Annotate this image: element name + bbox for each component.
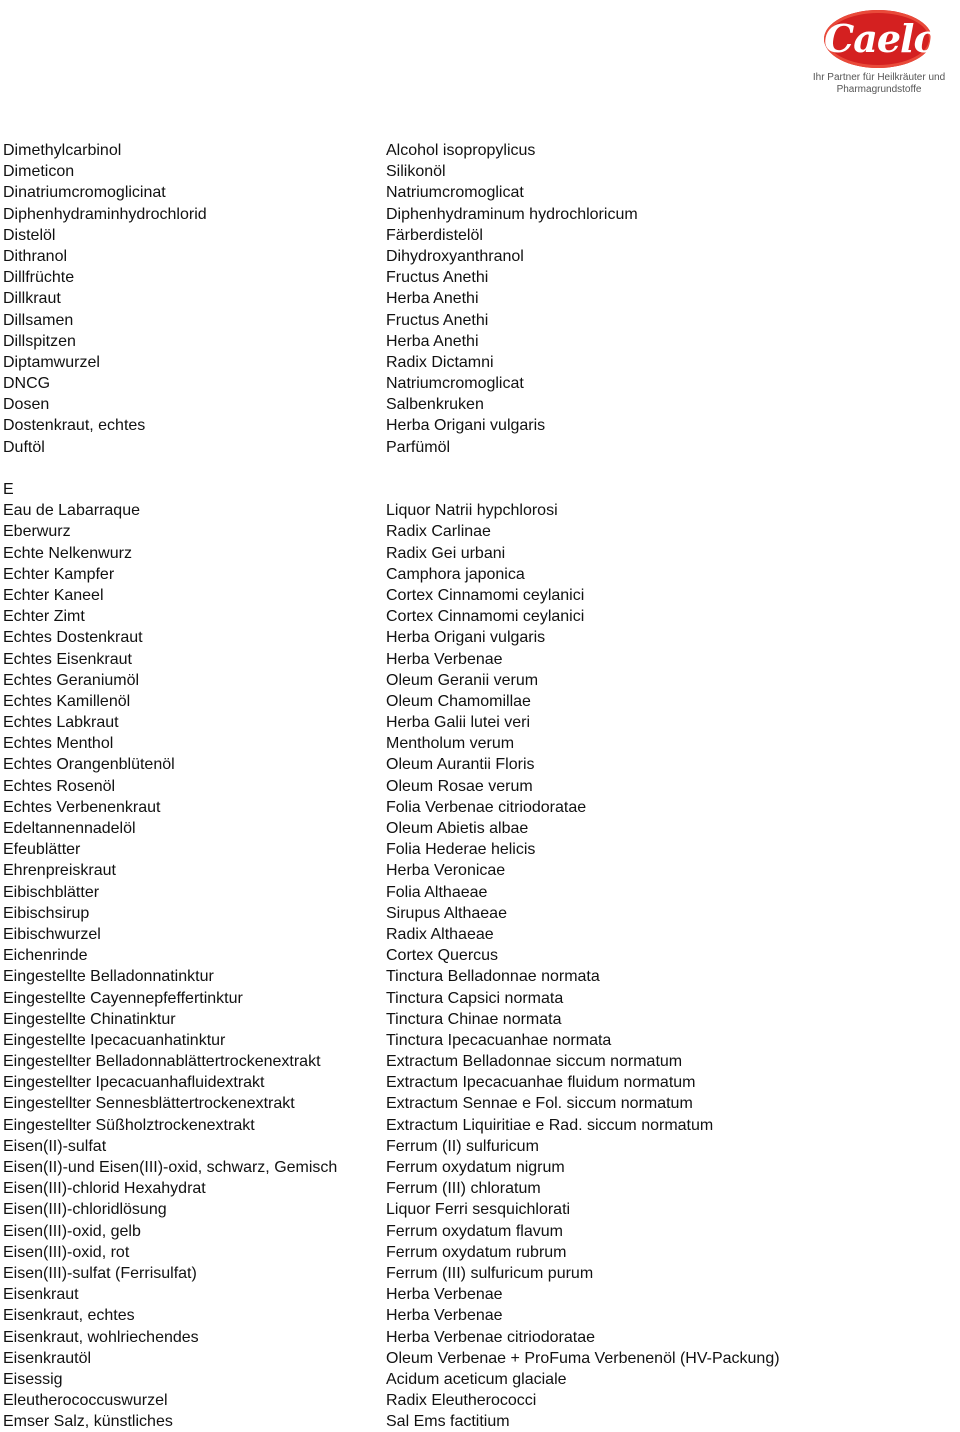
latin-term: Tinctura Capsici normata [386,989,564,1007]
glossary-row [0,140,960,161]
latin-term: Herba Verbenae [386,1286,503,1304]
glossary-row [0,225,960,246]
glossary-row [0,776,960,797]
glossary-row [0,712,960,733]
glossary-row [0,585,960,606]
latin-term: Herba Origani vulgaris [386,417,546,435]
latin-term: Herba Anethi [386,332,479,350]
section-spacer [0,458,960,479]
glossary-row [0,1093,960,1114]
section-e [0,500,960,1432]
latin-term: Extractum Ipecacuanhae fluidum normatum [386,1074,696,1092]
german-term: Eisen(III)-chloridlösung [3,1201,167,1219]
german-term: Dillfrüchte [3,269,75,287]
german-term: Eisenkraut [3,1286,79,1304]
german-term: Distelöl [3,226,56,244]
latin-term: Herba Verbenae [386,1307,503,1325]
glossary-list [0,140,960,1432]
latin-term: Fructus Anethi [386,269,489,287]
german-term: Eisessig [3,1370,63,1388]
glossary-row [0,394,960,415]
german-term: Eisen(III)-sulfat (Ferrisulfat) [3,1264,197,1282]
latin-term: Sal Ems factitium [386,1413,510,1431]
german-term: Eibischwurzel [3,925,101,943]
latin-term: Oleum Aurantii Floris [386,756,535,774]
glossary-row [0,1284,960,1305]
latin-term: Tinctura Belladonnae normata [386,968,600,986]
latin-term: Radix Althaeae [386,925,494,943]
glossary-row [0,966,960,987]
glossary-row [0,1411,960,1432]
glossary-row [0,1178,960,1199]
glossary-row [0,1348,960,1369]
latin-term: Diphenhydraminum hydrochloricum [386,205,638,223]
latin-term: Extractum Belladonnae siccum normatum [386,1053,683,1071]
section-d [0,140,960,458]
latin-term: Liquor Ferri sesquichlorati [386,1201,571,1219]
german-term: Eisen(III)-chlorid Hexahydrat [3,1180,206,1198]
glossary-row [0,1369,960,1390]
latin-term: Oleum Chamomillae [386,692,531,710]
latin-term: Ferrum (III) sulfuricum purum [386,1264,594,1282]
german-term: Dillspitzen [3,332,76,350]
german-term: Echter Kaneel [3,586,104,604]
latin-term: Natriumcromoglicat [386,184,524,202]
german-term: Dimeticon [3,163,75,181]
latin-term: Ferrum oxydatum rubrum [386,1243,567,1261]
latin-term: Folia Hederae helicis [386,841,536,859]
glossary-row [0,288,960,309]
german-term: Eingestellte Ipecacuanhatinktur [3,1031,226,1049]
german-term: Echtes Orangenblütenöl [3,756,175,774]
german-term: Eingestellter Ipecacuanhafluidextrakt [3,1074,265,1092]
latin-term: Extractum Sennae e Fol. siccum normatum [386,1095,693,1113]
glossary-row [0,373,960,394]
glossary-row [0,733,960,754]
german-term: Echter Kampfer [3,565,115,583]
glossary-row [0,1030,960,1051]
latin-term: Radix Carlinae [386,523,491,541]
glossary-row [0,1327,960,1348]
latin-term: Cortex Cinnamomi ceylanici [386,608,585,626]
german-term: Dostenkraut, echtes [3,417,146,435]
glossary-row [0,437,960,458]
latin-term: Cortex Quercus [386,947,499,965]
glossary-row [0,860,960,881]
german-term: Eisen(II)-und Eisen(III)-oxid, schwarz, Gemisch [3,1159,338,1176]
glossary-row [0,1242,960,1263]
german-term: Dosen [3,396,50,414]
glossary-row [0,1051,960,1072]
latin-term: Radix Dictamni [386,353,494,371]
glossary-row [0,331,960,352]
german-term: Eisenkraut, wohlriechendes [3,1328,199,1346]
latin-term: Folia Verbenae citriodoratae [386,798,587,816]
glossary-row [0,882,960,903]
glossary-row [0,1390,960,1411]
latin-term: Oleum Abietis albae [386,820,529,837]
latin-term: Alcohol isopropylicus [386,142,536,159]
german-term: Echtes Dostenkraut [3,629,143,647]
german-term: Eingestellter Belladonnablättertrockenextrakt [3,1053,321,1071]
german-term: Dillkraut [3,290,61,308]
latin-term: Oleum Rosae verum [386,777,533,795]
german-term: Dillsamen [3,311,74,329]
latin-term: Fructus Anethi [386,311,489,329]
glossary-row [0,1199,960,1220]
latin-term: Tinctura Ipecacuanhae normata [386,1031,612,1049]
german-term: Dimethylcarbinol [3,142,122,159]
german-term: Ehrenpreiskraut [3,862,116,880]
glossary-row [0,670,960,691]
german-term: Echtes Kamillenöl [3,692,131,710]
german-term: Echtes Labkraut [3,714,119,732]
glossary-row [0,797,960,818]
glossary-row [0,945,960,966]
latin-term: Oleum Verbenae + ProFuma Verbenenöl (HV-Packung) [386,1349,780,1367]
glossary-row [0,1157,960,1178]
glossary-row [0,564,960,585]
latin-term: Ferrum oxydatum flavum [386,1222,563,1240]
latin-term: Tinctura Chinae normata [386,1010,562,1028]
glossary-row [0,161,960,182]
latin-term: Herba Verbenae citriodoratae [386,1328,596,1346]
german-term: Echtes Menthol [3,735,114,753]
latin-term: Herba Veronicae [386,862,506,880]
glossary-row [0,691,960,712]
glossary-row [0,988,960,1009]
glossary-row [0,500,960,521]
glossary-row [0,246,960,267]
latin-term: Ferrum oxydatum nigrum [386,1159,565,1176]
german-term: Eibischsirup [3,904,90,922]
german-term: DNCG [3,375,51,393]
section-letter: E [3,481,14,498]
caelo-logo [800,6,958,98]
latin-term: Folia Althaeae [386,883,488,901]
glossary-row [0,310,960,331]
glossary-row [0,839,960,860]
german-term: Eingestellter Sennesblättertrockenextrakt [3,1095,295,1113]
latin-term: Salbenkruken [386,396,484,414]
latin-term: Natriumcromoglicat [386,375,524,393]
latin-term: Camphora japonica [386,565,525,583]
latin-term: Radix Eleutherococci [386,1392,537,1410]
latin-term: Radix Gei urbani [386,544,506,562]
german-term: Eingestellte Belladonnatinktur [3,968,214,986]
glossary-row [0,182,960,203]
german-term: Duftöl [3,438,45,456]
german-term: Eisen(III)-oxid, rot [3,1243,130,1261]
latin-term: Herba Origani vulgaris [386,629,546,647]
glossary-row [0,1136,960,1157]
german-term: Eingestellte Chinatinktur [3,1010,176,1028]
glossary-row [0,1305,960,1326]
latin-term: Mentholum verum [386,735,515,753]
glossary-row [0,1263,960,1284]
german-term: Echtes Eisenkraut [3,650,132,668]
german-term: Diphenhydraminhydrochlorid [3,205,207,223]
german-term: Edeltannennadelöl [3,820,136,837]
latin-term: Dihydroxyanthranol [386,247,524,265]
glossary-row [0,818,960,839]
latin-term: Sirupus Althaeae [386,904,507,922]
logo-tagline-1: Ihr Partner für Heilkräuter und [812,72,946,83]
glossary-row [0,1115,960,1136]
german-term: Eibischblätter [3,883,100,901]
latin-term: Herba Galii lutei veri [386,714,531,732]
german-term: Eingestellte Cayennepfeffertinktur [3,989,243,1007]
german-term: Echte Nelkenwurz [3,544,132,562]
german-term: Echter Zimt [3,608,85,626]
latin-term: Färberdistelöl [386,226,483,244]
german-term: Dinatriumcromoglicinat [3,184,166,202]
latin-term: Extractum Liquiritiae e Rad. siccum normatum [386,1116,714,1134]
latin-term: Ferrum (III) chloratum [386,1180,541,1198]
german-term: Efeublätter [3,841,81,859]
glossary-row [0,267,960,288]
german-term: Eau de Labarraque [3,502,140,520]
german-term: Dithranol [3,247,68,265]
glossary-row [0,415,960,436]
latin-term: Cortex Cinnamomi ceylanici [386,586,585,604]
latin-term: Ferrum (II) sulfuricum [386,1137,539,1155]
latin-term: Liquor Natrii hypchlorosi [386,502,558,520]
glossary-row [0,627,960,648]
glossary-row [0,521,960,542]
logo-brand: Caelo [824,16,938,61]
german-term: Eisen(II)-sulfat [3,1137,107,1155]
german-term: Eberwurz [3,523,71,541]
german-term: Echtes Verbenenkraut [3,798,161,816]
glossary-row [0,204,960,225]
latin-term: Silikonöl [386,163,446,181]
german-term: Echtes Geraniumöl [3,671,140,689]
glossary-row [0,352,960,373]
german-term: Eingestellter Süßholztrockenextrakt [3,1116,255,1134]
german-term: Eleutherococcuswurzel [3,1392,168,1410]
glossary-row [0,924,960,945]
latin-term: Herba Anethi [386,290,479,308]
german-term: Emser Salz, künstliches [3,1413,173,1431]
german-term: Eichenrinde [3,947,88,965]
glossary-row [0,606,960,627]
german-term: Eisenkraut, echtes [3,1307,135,1325]
glossary-row [0,1221,960,1242]
glossary-row [0,903,960,924]
german-term: Diptamwurzel [3,353,100,371]
glossary-row [0,1009,960,1030]
glossary-row [0,1072,960,1093]
latin-term: Parfümöl [386,438,451,456]
latin-term: Herba Verbenae [386,650,503,668]
logo-tagline-2: Pharmagrundstoffe [836,84,922,95]
latin-term: Oleum Geranii verum [386,671,539,689]
glossary-row [0,754,960,775]
glossary-row [0,543,960,564]
german-term: Echtes Rosenöl [3,777,116,795]
german-term: Eisen(III)-oxid, gelb [3,1222,141,1240]
latin-term: Acidum aceticum glaciale [386,1370,567,1388]
glossary-row [0,649,960,670]
german-term: Eisenkrautöl [3,1349,92,1367]
